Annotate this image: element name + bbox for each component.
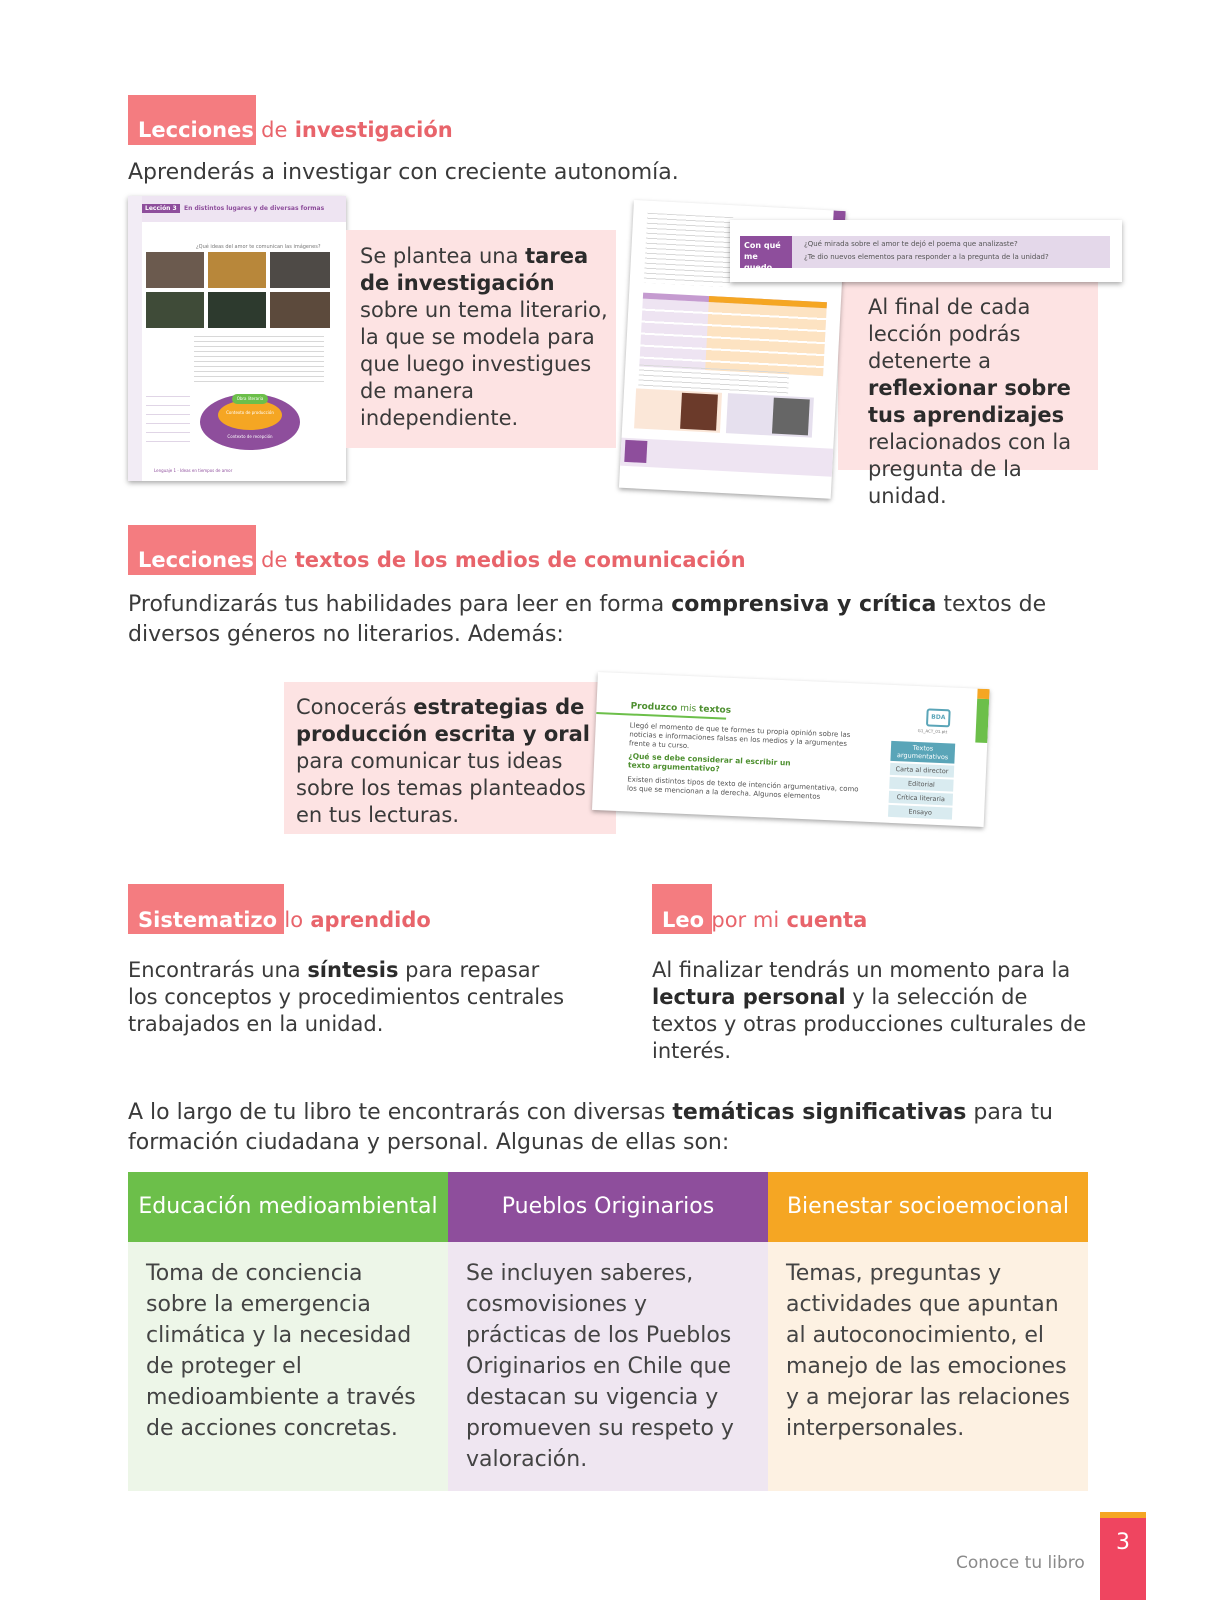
section-text: [652, 957, 1092, 1065]
info-box-text: [360, 243, 612, 432]
body-text: para repasar los conceptos y procedimientos centrales trabajados en la unidad.: [128, 958, 565, 1036]
list-item: Crítica literaria: [889, 791, 953, 806]
box-text-bold: reflexionar sobre tus aprendizajes: [868, 376, 1071, 427]
section-heading-leo: [662, 908, 867, 932]
list-item: Carta al director: [890, 763, 954, 778]
orange-col: [705, 296, 827, 376]
heading-part2: por mi: [711, 908, 780, 932]
heading-part2: lo: [284, 908, 304, 932]
text-lines: [194, 336, 324, 386]
intro-text: para tu formación ciudadana y personal. Algunas de ellas son:: [128, 1100, 1053, 1155]
theme-header-medioambiental: Educación medioambiental: [128, 1172, 448, 1242]
title-bold: Produzco: [630, 701, 678, 714]
bda-code: G1_ACT_01.ptt: [917, 728, 948, 735]
produzco-subq: ¿Qué se debe considerar al escribir un texto argumentativo?: [627, 751, 791, 774]
bda-icon: BDA: [926, 708, 951, 727]
lesson-tag: Lección 3: [142, 204, 180, 213]
produzco-thumbnail: [592, 672, 990, 827]
body-text: y la selección de textos y otras producciones culturales de interés.: [652, 985, 1087, 1063]
media-photo: [772, 398, 810, 436]
page-number-text: 3: [1116, 1530, 1130, 1555]
theme-body-pueblos: Se incluyen saberes, cosmovisiones y prácticas de los Pueblos Originarios en Chile que destacan su vigencia y promueven su respeto y valoración.: [448, 1242, 768, 1491]
section-heading-investigacion: [138, 118, 453, 142]
box-text: Conocerás: [296, 695, 414, 719]
box-text: relacionados con la pregunta de la unidad.: [868, 430, 1072, 508]
box-text: para comunicar tus ideas sobre los temas planteados en tus lecturas.: [296, 749, 586, 827]
photo: [146, 252, 204, 288]
heading-part3: textos de los medios de comunicación: [294, 548, 746, 572]
theme-body-bienestar: Temas, preguntas y actividades que apuntan al autoconocimiento, el manejo de las emociones y a mejorar las relaciones interpersonales.: [768, 1242, 1088, 1491]
body-text: Encontrarás una: [128, 958, 308, 982]
intro-text: textos de diversos géneros no literarios. Además:: [128, 592, 1047, 647]
theme-header-bienestar: Bienestar socioemocional: [768, 1172, 1088, 1242]
photo: [208, 252, 266, 288]
context-diagram-mid: [218, 400, 282, 430]
list-header: Textos argumentativos: [890, 741, 955, 764]
intro-text-bold: temáticas significativas: [672, 1100, 967, 1125]
section-intro: Aprenderás a investigar con creciente autonomía.: [128, 160, 679, 185]
thumb-title: En distintos lugares y de diversas formas: [184, 205, 325, 212]
diagram-label-outer: Contexto de recepción: [227, 434, 273, 439]
box-text-bold: estrategias de producción escrita y oral: [296, 695, 590, 746]
heading-part3: investigación: [294, 118, 453, 142]
conquedo-label: Con qué me quedo: [740, 236, 792, 268]
title-end: textos: [698, 704, 732, 716]
heading-part3: cuenta: [786, 908, 868, 932]
produzco-para: Llegó el momento de que te formes tu propia opinión sobre las noticias e informaciones falsas en los medios y la argumentes frente a tu curso.: [628, 721, 851, 751]
info-box-text: [868, 294, 1100, 510]
side-notes: [146, 396, 190, 446]
photo: [146, 292, 204, 328]
intro-text: A lo largo de tu libro te encontrarás con diversas: [128, 1100, 673, 1125]
theme-header-pueblos: Pueblos Originarios: [448, 1172, 768, 1242]
thumb-footer: Lenguaje 1 · Ideas en tiempos de amor: [154, 468, 233, 473]
list-item: Ensayo: [888, 805, 952, 820]
box-text-bold: tarea de investigación: [360, 244, 589, 295]
conquedo-popup: [730, 220, 1122, 282]
footer-label: Conoce tu libro: [956, 1553, 1085, 1573]
section-heading-sistematizo: [138, 908, 431, 932]
page-number: [1100, 1512, 1146, 1600]
side-band: [128, 196, 142, 481]
body-text-bold: lectura personal: [652, 985, 846, 1009]
conquedo-question: ¿Qué mirada sobre el amor te dejó el poema que analizaste?: [804, 240, 1018, 248]
list-item: Editorial: [889, 777, 953, 792]
heading-part1: Sistematizo: [138, 908, 278, 932]
themes-intro: [128, 1098, 1108, 1158]
section-text: [128, 957, 568, 1038]
bottom-band: [620, 438, 833, 477]
theme-body-medioambiental: Toma de conciencia sobre la emergencia climática y la necesidad de proteger el medioambiente a través de acciones concretas.: [128, 1242, 448, 1491]
themes-body-row: [128, 1242, 1088, 1491]
page-number-accent: [1100, 1512, 1146, 1518]
body-text-bold: síntesis: [307, 958, 399, 982]
box-text: Se plantea una: [360, 244, 526, 268]
box-text: Al final de cada lección podrás detenerte a: [868, 295, 1031, 373]
green-band: [975, 699, 989, 743]
photo: [208, 292, 266, 328]
intro-text-bold: comprensiva y crítica: [671, 592, 937, 617]
photo: [270, 292, 330, 328]
title-thin: mis: [679, 703, 697, 715]
text-lines: [644, 213, 734, 287]
media-photo: [680, 393, 718, 431]
body-text: Al finalizar tendrás un momento para la: [652, 958, 1071, 982]
section-heading-medios: [138, 548, 746, 572]
heading-part1: Lecciones: [138, 118, 254, 142]
produzco-para: Existen distintos tipos de texto de intención argumentativa, como los que se mencionan a la derecha. Algunos elementos: [626, 775, 859, 801]
bottom-tag: [624, 440, 647, 463]
box-text: sobre un tema literario, la que se modela para que luego investigues de manera independiente.: [360, 298, 608, 430]
heading-part3: aprendido: [310, 908, 431, 932]
diagram-label-mid: Contexto de producción: [226, 410, 274, 415]
section-intro: [128, 590, 1128, 650]
themes-header-row: [128, 1172, 1088, 1242]
conquedo-question: ¿Te dio nuevos elementos para responder a la pregunta de la unidad?: [804, 253, 1049, 261]
themes-table: [128, 1172, 1088, 1491]
heading-part2: de: [261, 548, 288, 572]
heading-part1: Lecciones: [138, 548, 254, 572]
heading-part2: de: [261, 118, 288, 142]
info-box-text: [296, 694, 596, 829]
context-diagram-core: Obra literaria: [232, 394, 268, 404]
orange-mark: [977, 689, 989, 700]
heading-part1: Leo: [662, 908, 705, 932]
intro-text: Profundizarás tus habilidades para leer en forma: [128, 592, 672, 617]
lesson-thumbnail: [128, 196, 346, 481]
photo: [270, 252, 330, 288]
thumb-question: ¿Qué ideas del amor te comunican las imágenes?: [196, 244, 321, 250]
